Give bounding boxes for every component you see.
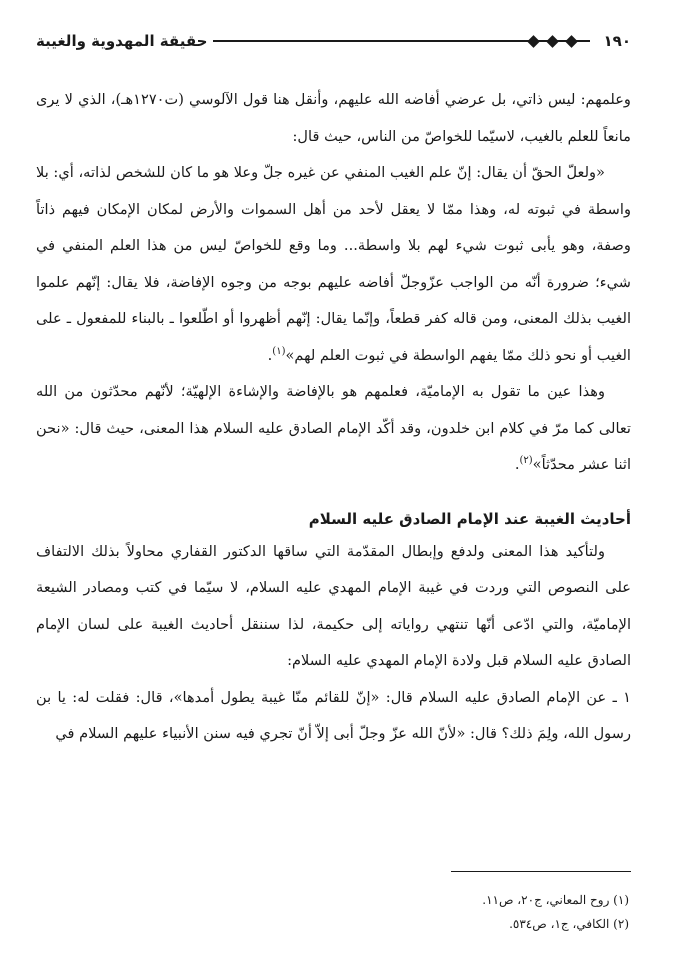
quote-text: «ولعلّ الحقّ أن يقال: إنّ علم الغيب المنفي عن غيره جلّ وعلا هو ما كان للشخص لذاته، أي: بلا واسطة في ثبوته له، وهذا ممّا لا يعقل لأحد من أهل السموات والأرض لمكان الإمكان فيهم ذاتاً وصفة، وهو يأبى ثبوت شيء لهم بلا واسطة... وما وقع للخواصّ ليس من هذا العلم المنفي في شيء؛ ضرورة أنّه من الواجب عزّوجلّ أفاضه عليهم بوجه من وجوه الإفاضة، فلا يقال: إنّهم علموا الغيب بذلك المعنى، ومن قاله كفر قطعاً، وإنّما يقال: إنّهم أظهروا أو اطّلعوا ـ بالبناء للمفعول ـ على الغيب أو نحو ذلك ممّا يفهم الواسطة في ثبوت العلم لهم» [36,164,631,364]
quote-end: . [267,346,273,364]
running-header [36,26,631,56]
footnotes [482,888,629,936]
footnote-separator [451,871,631,872]
paragraph-1 [36,82,631,155]
paragraph-3-text: وهذا عين ما تقول به الإماميّة، فعلمهم هو بالإفاضة والإشاءة الإلهيّة؛ لأنّهم محدّثون من الله تعالى كما مرّ في كلام ابن خلدون، وقد أكّد الإمام الصادق عليه السلام هذا المعنى، حيث قال: «نحن اثنا عشر محدّثاً» [36,383,631,473]
diamond-icon [546,35,559,48]
paragraph-4 [36,534,631,680]
footnote-1: (١) روح المعاني، ج٢٠، ص١١. [482,893,629,907]
paragraph-5-text: ١ ـ عن الإمام الصادق عليه السلام قال: «إنّ للقائم منّا غيبة يطول أمدها»، قال: فقلت له: يا بن رسول الله، ولِمَ ذلك؟ قال: «لأنّ الله عزّ وجلّ أبى إلاّ أنّ تجري فيه سنن الأنبياء عليهم السلام في [36,688,631,742]
body-text [36,82,631,753]
paragraph-3-end: . [514,456,520,473]
section-heading: أحاديث الغيبة عند الإمام الصادق عليه السلام [308,509,631,528]
paragraph-quote [36,155,631,374]
paragraph-3 [36,374,631,484]
footnote-ref-1[interactable]: (١) [272,345,286,357]
header-ornament-rule [213,35,589,47]
book-title: حقيقة المهدوية والغيبة [36,32,208,50]
paragraph-1-text: وعلمهم: ليس ذاتي، بل عرضي أفاضه الله عليهم، وأنقل هنا قول الآلوسي (ت١٢٧٠هـ)، الذي لا يرى مانعاً للعلم بالغيب، لاسيّما للخواصّ من الناس، حيث قال: [36,91,631,145]
paragraph-5 [36,680,631,753]
footnote-ref-2[interactable]: (٢) [519,455,533,467]
footnote-2: (٢) الكافي، ج١، ص٥٣٤. [509,917,629,931]
diamond-icon [527,35,540,48]
diamond-ornaments [529,35,576,46]
page-number: ١٩٠ [603,32,631,50]
diamond-icon [565,35,578,48]
paragraph-4-text: ولتأكيد هذا المعنى ولدفع وإبطال المقدّمة التي ساقها الدكتور القفاري محاولاً بذلك الالتفاف على النصوص التي وردت في غيبة الإمام المهدي عليه السلام، لا سيّما في كتب ومصادر الشيعة الإماميّة، والتي ادّعى أنّها تنتهي رواياته إلى حكيمة، لذا سننقل أحاديث الغيبة على لسان الإمام الصادق عليه السلام قبل ولادة الإمام المهدي عليه السلام: [36,542,631,669]
